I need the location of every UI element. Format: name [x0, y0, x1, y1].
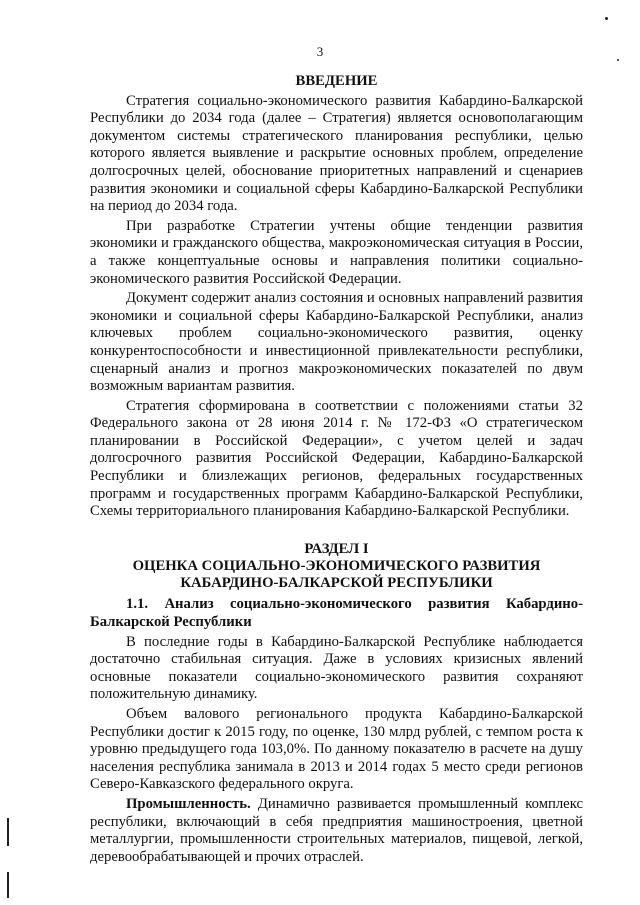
- intro-heading: ВВЕДЕНИЕ: [295, 73, 378, 89]
- document-body: [90, 73, 583, 866]
- section-title-line-2: КАБАРДИНО-БАЛКАРСКОЙ РЕСПУБЛИКИ: [180, 575, 493, 592]
- intro-paragraph-2: При разработке Стратегии учтены общие тенденции развития экономики и гражданского общества, макроэкономическая ситуация в России, а также концептуальные основы и направления политики социально-экономического развития Российской Федерации.: [90, 217, 583, 287]
- scan-artifact-line: [7, 872, 9, 898]
- section-paragraph-2: Объем валового регионального продукта Кабардино-Балкарской Республики достиг к 2015 году, по оценке, 130 млрд рублей, с темпом роста к уровню предыдущего года 103,0%. По данному показателю в расчете на душу населения республика занимала в 2013 и 2014 годах 5 место среди регионов Северо-Кавказского федерального округа.: [90, 706, 583, 793]
- section-label: РАЗДЕЛ I: [304, 540, 369, 557]
- scan-artifact-dot: [605, 17, 608, 20]
- page-number: 3: [316, 44, 324, 59]
- section-paragraph-1: В последние годы в Кабардино-Балкарской Республике наблюдается достаточно стабильная ситуация. Даже в условиях кризисных явлений основные показатели социально-экономического развития сохраняют положительную динамику.: [90, 633, 583, 703]
- scan-artifact-dot: [617, 59, 619, 61]
- industry-run-in-heading: Промышленность.: [126, 795, 251, 812]
- intro-paragraph-1: Стратегия социально-экономического развития Кабардино-Балкарской Республики до 2034 года (далее – Стратегия) является основополагающим документом системы стратегического планирования республики, целью которого является выявление и раскрытие основных проблем, определение долгосрочных целей, обоснование приоритетных направлений и сценариев развития экономики и социальной сферы Кабардино-Балкарской Республики на период до 2034 года.: [90, 92, 583, 215]
- industry-text: Динамично развивается промышленный комплекс республики, включающий в себя предприятия машиностроения, цветной металлургии, промышленности строительных материалов, пищевой, легкой, деревообрабатывающей и прочих отраслей.: [90, 795, 583, 865]
- subsection-heading: 1.1. Анализ социально-экономического развития Кабардино-Балкарской Республики: [90, 596, 583, 631]
- intro-paragraph-4: Стратегия сформирована в соответствии с положениями статьи 32 Федерального закона от 28 июня 2014 г. № 172-ФЗ «О стратегическом планировании в Российской Федерации», с учетом целей и задач долгосрочного развития Российской Федерации, Кабардино-Балкарской Республики и близлежащих регионов, федеральных государственных программ и государственных программ Кабардино-Балкарской Республики, Схемы территориального планирования Кабардино-Балкарской Республики.: [90, 397, 583, 520]
- scan-artifact-line: [7, 818, 9, 846]
- industry-paragraph: [90, 796, 583, 866]
- section-title-line-1: ОЦЕНКА СОЦИАЛЬНО-ЭКОНОМИЧЕСКОГО РАЗВИТИЯ: [132, 558, 541, 575]
- intro-paragraph-3: Документ содержит анализ состояния и основных направлений развития экономики и социальной сферы Кабардино-Балкарской Республики, анализ ключевых проблем социально-экономического развития, оценку конкурентоспособности и инвестиционной привлекательности республики, сценарный анализ и прогноз макроэкономических показателей по двум возможным вариантам развития.: [90, 290, 583, 395]
- section-1: [90, 541, 583, 867]
